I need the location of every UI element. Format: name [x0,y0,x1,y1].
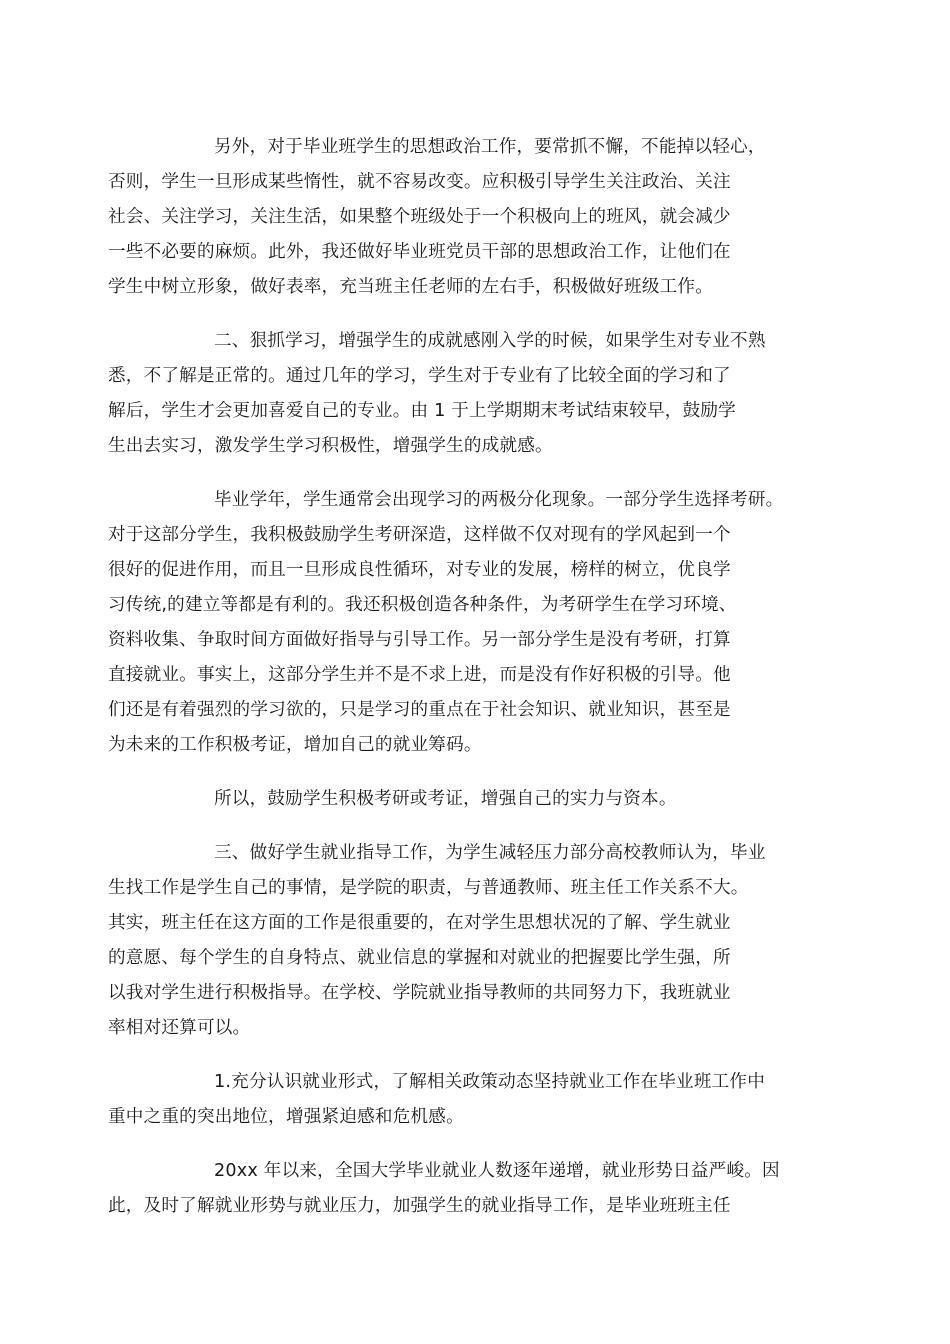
text-line: 资料收集、争取时间方面做好指导与引导工作。另一部分学生是没有考研，打算 [108,630,731,650]
paragraph-study-section [108,324,824,464]
text-line: 毕业学年，学生通常会出现学习的两极分化现象。一部分学生选择考研。 [214,490,784,510]
paragraph-since-20xx [108,1154,824,1224]
text-line: 此，及时了解就业形势与就业压力，加强学生的就业指导工作，是毕业班班主任 [108,1196,731,1216]
paragraph-encourage [108,782,824,817]
paragraph-employment-situation [108,1065,824,1135]
text-line: 习传统,的建立等都是有利的。我还积极创造各种条件，为考研学生在学习环境、 [108,595,737,615]
text-line: 们还是有着强烈的学习欲的，只是学习的重点在于社会知识、就业知识，甚至是 [108,700,731,720]
text-line: 生找工作是学生自己的事情，是学院的职责，与普通教师、班主任工作关系不大。 [108,878,749,898]
text-line: 其实，班主任在这方面的工作是很重要的，在对学生思想状况的了解、学生就业 [108,913,731,933]
text-line: 直接就业。事实上，这部分学生并不是不求上进，而是没有作好积极的引导。他 [108,665,731,685]
text-line: 解后，学生才会更加喜爱自己的专业。由 1 于上学期期末考试结束较早，鼓励学 [108,401,736,421]
text-line: 20xx 年以来，全国大学毕业就业人数逐年递增，就业形势日益严峻。因 [214,1161,780,1181]
text-line: 很好的促进作用，而且一旦形成良性循环，对专业的发展，榜样的树立，优良学 [108,560,731,580]
text-line: 所以，鼓励学生积极考研或考证，增强自己的实力与资本。 [214,789,677,809]
text-line: 一些不必要的麻烦。此外，我还做好毕业班党员干部的思想政治工作，让他们在 [108,242,731,262]
text-line: 的意愿、每个学生的自身特点、就业信息的掌握和对就业的把握要比学生强，所 [108,948,731,968]
paragraph-ideological-work [108,130,824,305]
text-line: 否则，学生一旦形成某些惰性，就不容易改变。应积极引导学生关注政治、关注 [108,172,731,192]
text-line: 率相对还算可以。 [108,1018,251,1038]
text-line: 为未来的工作积极考证，增加自己的就业筹码。 [108,735,482,755]
text-line: 1.充分认识就业形式，了解相关政策动态坚持就业工作在毕业班工作中 [214,1072,766,1092]
text-line: 悉，不了解是正常的。通过几年的学习，学生对于专业有了比较全面的学习和了 [108,366,731,386]
text-line: 学生中树立形象，做好表率，充当班主任老师的左右手，积极做好班级工作。 [108,277,713,297]
paragraph-employment-guidance [108,836,824,1046]
text-line: 另外，对于毕业班学生的思想政治工作，要常抓不懈，不能掉以轻心， [214,137,766,157]
text-line: 生出去实习，激发学生学习积极性，增强学生的成就感。 [108,436,553,456]
text-line: 三、做好学生就业指导工作，为学生减轻压力部分高校教师认为，毕业 [214,843,766,863]
paragraph-graduation-year [108,483,824,763]
text-line: 社会、关注学习，关注生活，如果整个班级处于一个积极向上的班风，就会减少 [108,207,731,227]
text-line: 重中之重的突出地位，增强紧迫感和危机感。 [108,1107,464,1127]
text-line: 对于这部分学生，我积极鼓励学生考研深造，这样做不仅对现有的学风起到一个 [108,525,731,545]
document-body [108,130,824,1243]
text-line: 以我对学生进行积极指导。在学校、学院就业指导教师的共同努力下，我班就业 [108,983,731,1003]
text-line: 二、狠抓学习，增强学生的成就感刚入学的时候，如果学生对专业不熟 [214,331,766,351]
